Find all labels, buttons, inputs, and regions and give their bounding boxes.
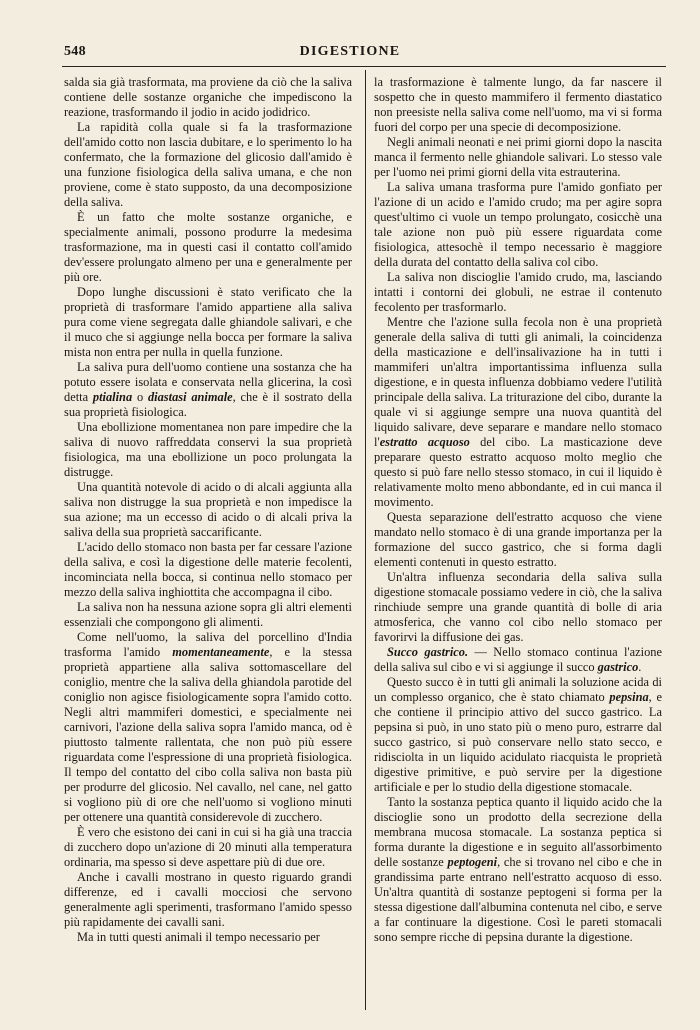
paragraph: Una quantità notevole di acido o di alcali aggiunta alla saliva non distrugge la sua proprietà e non impedisce la sua azione; ma un eccesso di acido o di alcali priva la saliva della sua proprietà saccarificante. xyxy=(64,480,352,539)
paragraph: L'acido dello stomaco non basta per far cessare l'azione della saliva, e così la digestione delle materie fecolenti, incominciata nella bocca, si continua nello stomaco per mezzo della saliva inghiottita che accompagna il cibo. xyxy=(64,540,352,599)
emphasis-term: ptialina xyxy=(92,390,133,404)
section-heading-paragraph: Succo gastrico. — Nello stomaco continua l'azione della saliva sul cibo e vi si aggiunge il succo gastrico. xyxy=(374,645,662,674)
emphasis-term: peptogeni xyxy=(447,855,498,869)
page-number: 548 xyxy=(64,44,86,59)
emphasis-term: diastasi animale xyxy=(147,390,233,404)
paragraph: Questo succo è in tutti gli animali la soluzione acida di un complesso organico, che è stato chiamato pepsina, e che contiene il principio attivo del succo gastrico. La pepsina si può, in uno stato più o meno puro, estrarre dal succo gastrico, si può conservare nello stato secco, e ridisciolta in un liquido acidulato riacquista le proprietà digestive primitive, e può servire per la digestione artificiale e per lo studio della digestione stomacale. xyxy=(374,675,662,794)
paragraph: Un'altra influenza secondaria della saliva sulla digestione stomacale possiamo vedere in ciò, che la saliva rinchiude sempre una grande quantità di bolle di aria atmosferica, che vanno col cibo nello stomaco per favorirvi la diffusione dei gas. xyxy=(374,570,662,644)
left-column xyxy=(64,75,352,945)
emphasis-term: estratto acquoso xyxy=(379,435,470,449)
emphasis-term: gastrico xyxy=(597,660,639,674)
header-rule xyxy=(62,66,666,67)
paragraph: la trasformazione è talmente lungo, da far nascere il sospetto che in questo mammifero il fermento diastatico non preesiste nella saliva come nell'uomo, ma vi si forma fuori del corpo per una specie di decomposizione. xyxy=(374,75,662,134)
paragraph: salda sia già trasformata, ma proviene da ciò che la saliva contiene delle sostanze organiche che impediscono la reazione, trasformando il jodio in acido jodidrico. xyxy=(64,75,352,119)
paragraph: Ma in tutti questi animali il tempo necessario per xyxy=(77,930,320,944)
paragraph: È vero che esistono dei cani in cui si ha già una traccia di zucchero dopo un'azione di 20 minuti alla temperatura ordinaria, ma spesso si deve aspettare più di due ore. xyxy=(64,825,352,869)
paragraph: La saliva umana trasforma pure l'amido gonfiato per l'azione di un acido e l'amido crudo; ma per agire sopra quest'ultimo ci vuole un tempo prolungato, cosicchè una tale azione non può più essere riguardata come fisiologica, attesochè il tempo necessario è maggiore della durata del contatto della saliva col cibo. xyxy=(374,180,662,269)
paragraph: La rapidità colla quale si fa la trasformazione dell'amido cotto non lascia dubitare, e lo sperimento lo ha confermato, che la formazione del glicosio dall'amido è una funzione fisiologica della saliva umana, e che non proviene, come è stato supposto, da una decomposizione della saliva. xyxy=(64,120,352,209)
paragraph: La saliva non ha nessuna azione sopra gli altri elementi essenziali che compongono gli alimenti. xyxy=(64,600,352,629)
paragraph: Una ebollizione momentanea non pare impedire che la saliva di nuovo raffreddata conservi la sua proprietà fisiologica, ma una ebollizione un poco prolungata la distrugge. xyxy=(64,420,352,479)
paragraph: Anche i cavalli mostrano in questo riguardo grandi differenze, ed i cavalli mocciosi che servono generalmente agli sperimenti, trasformano l'amido spesso più rapidamente dei cavalli sani. xyxy=(64,870,352,929)
section-heading: Succo gastrico. xyxy=(387,645,469,659)
emphasis-term: pepsina xyxy=(609,690,649,704)
paragraph: Dopo lunghe discussioni è stato verificato che la proprietà di trasformare l'amido appartiene alla saliva pura come viene segregata dalle ghiandole salivari, e che il muco che si aggiunge nella bocca per formare la saliva mista non entra per nulla in quella funzione. xyxy=(64,285,352,359)
emphasis-term: momentaneamente xyxy=(172,645,270,659)
paragraph: Come nell'uomo, la saliva del porcellino d'India trasforma l'amido momentaneamente, e la stessa proprietà appartiene alla saliva sottomascellare del coniglio, mentre che la saliva della ghiandola parotide del coniglio non agisce fisiologicamente sopra l'amido cotto. Negli altri mammiferi domestici, e specialmente nei carnivori, l'azione della saliva sopra l'amido manca, od è piuttosto talmente rallentata, che non può più essere riguardata come l'espressione di una proprietà fisiologica. Il tempo del contatto del cibo colla saliva non basta più per produrre del glicosio. Nel cavallo, nel cane, nel gatto si vogliono più di ore che nell'uomo si vogliono minuti per ottenere una quantità considerevole di zucchero. xyxy=(64,630,352,824)
paragraph: Questa separazione dell'estratto acquoso che viene mandato nello stomaco è di una grande importanza per la formazione del succo gastrico, che si forma dagli elementi contenuti in questo estratto. xyxy=(374,510,662,569)
paragraph: Tanto la sostanza peptica quanto il liquido acido che la discioglie sono un prodotto della secrezione della membrana mucosa stomacale. La sostanza peptica si forma durante la digestione e in seguito all'assorbimento delle sostanze peptogeni, che si trovano nel cibo e che in grandissima parte entrano nell'estratto acquoso di esso. Un'altra quantità di sostanze peptogeni si forma per la stessa digestione dall'albumina contenuta nel cibo, e serve a far continuare la digestione. Così le pareti stomacali sono sempre ricche di pepsina durante la digestione. xyxy=(374,795,662,944)
paragraph: Mentre che l'azione sulla fecola non è una proprietà generale della saliva di tutti gli animali, la coincidenza della masticazione e dell'insalivazione ha in tutti i mammiferi un'altra importantissima influenza sulla digestione, e in questa influenza dobbiamo vedere l'utilità principale della saliva. La triturazione del cibo, durante la quale vi si aggiunge sempre una nuova quantità del liquido salivare, deve separare e mandare nello stomaco l'estratto acquoso del cibo. La masticazione deve preparare questo estratto acquoso molto meglio che questo si può fare nello stesso stomaco, in cui il liquido è relativamente molto meno abbondante, ed in cui manca il movimento. xyxy=(374,315,662,509)
column-divider xyxy=(365,70,366,1010)
paragraph: Negli animali neonati e nei primi giorni dopo la nascita manca il fermento nelle ghiandole salivari. Lo stesso vale per l'uomo nei primi giorni della vita estrauterina. xyxy=(374,135,662,179)
paragraph: La saliva pura dell'uomo contiene una sostanza che ha potuto essere isolata e conservata nella glicerina, la così detta ptialina o diastasi animale, che è il sostrato della sua proprietà fisiologica. xyxy=(64,360,352,419)
paragraph: È un fatto che molte sostanze organiche, e specialmente animali, possono produrre la medesima trasformazione, ma in questi casi il contatto coll'amido dev'essere prolungato almeno per una e generalmente per più ore. xyxy=(64,210,352,284)
right-column xyxy=(374,75,662,945)
running-head: DIGESTIONE xyxy=(299,44,401,59)
paragraph: La saliva non discioglie l'amido crudo, ma, lasciando intatti i contorni dei globuli, ne estrae il contenuto fecolento per trasformarlo. xyxy=(374,270,662,314)
